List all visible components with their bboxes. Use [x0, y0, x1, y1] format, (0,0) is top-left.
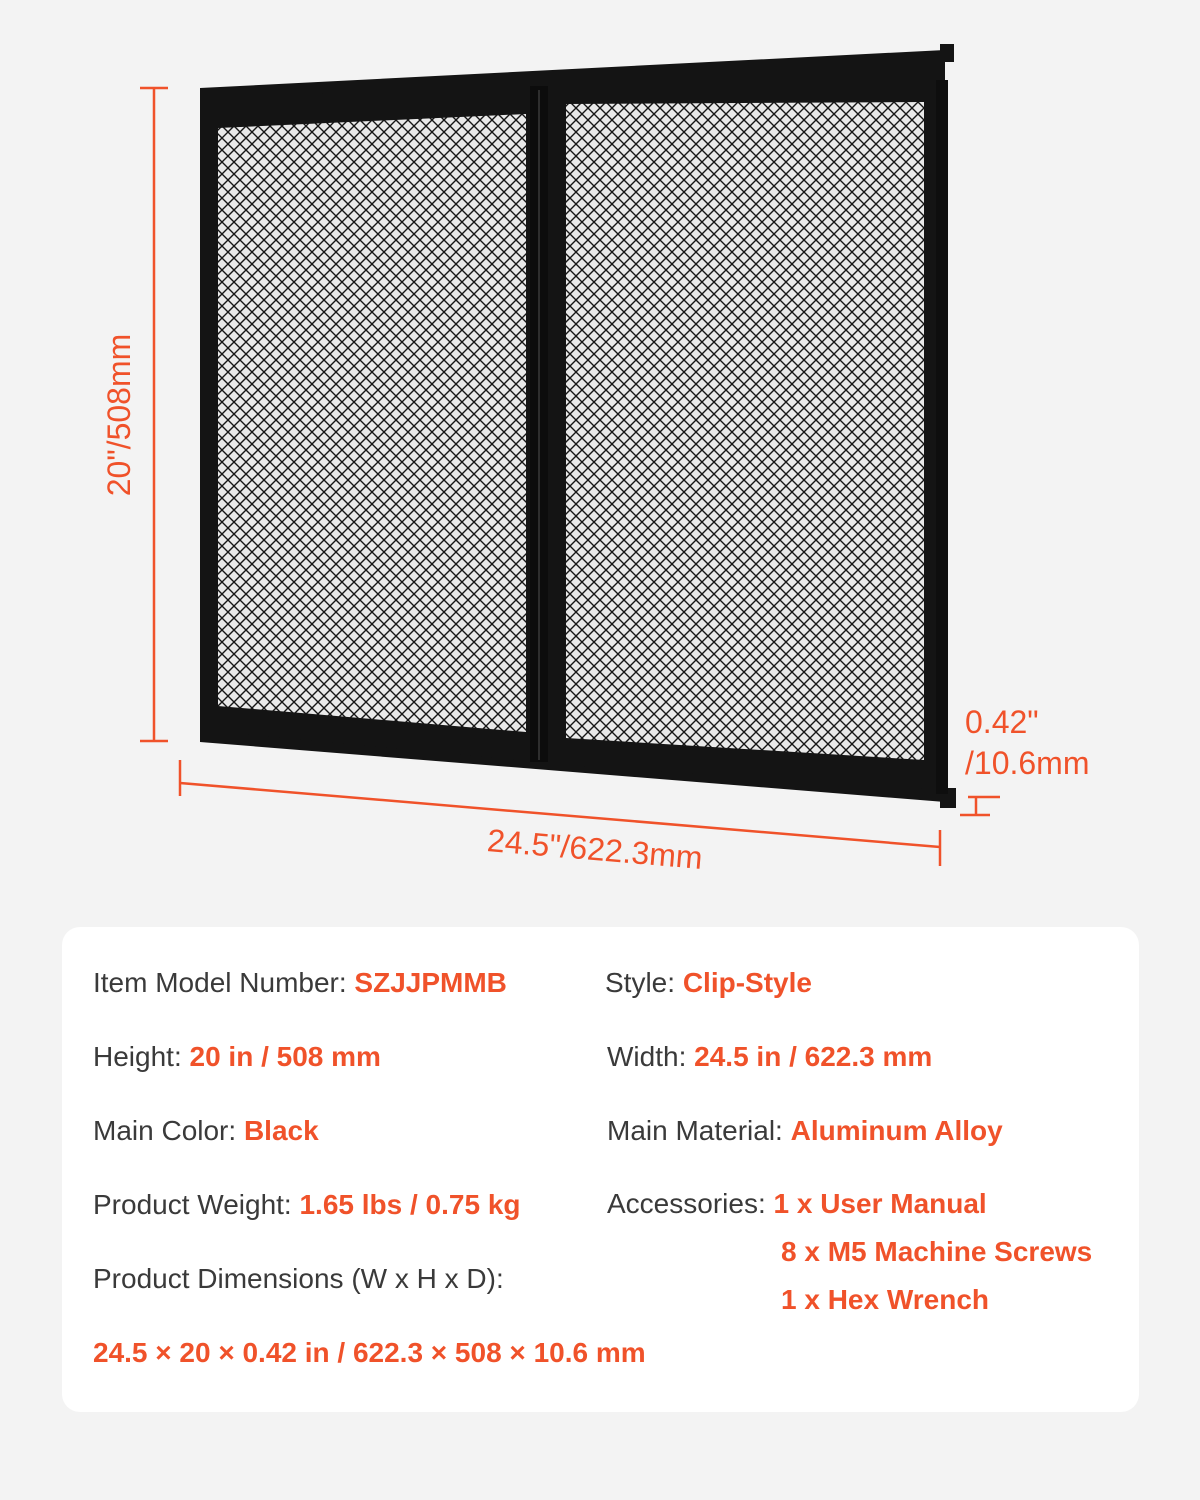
left-mesh — [218, 114, 526, 732]
height-dimension-line — [140, 88, 168, 741]
specification-card — [62, 927, 1139, 1412]
spec-main-color — [93, 1114, 319, 1148]
spec-product-weight — [93, 1188, 521, 1222]
spec-product-weight-label: Product Weight: — [93, 1189, 300, 1220]
spec-model-number-value: SZJJPMMB — [354, 967, 507, 998]
screen-panel — [200, 44, 956, 808]
spec-accessories-label: Accessories: — [607, 1188, 774, 1219]
spec-accessory-item: 1 x Hex Wrench — [781, 1284, 990, 1315]
depth-dimension-line — [960, 797, 1000, 815]
depth-dimension-label-line1: 0.42" — [965, 704, 1039, 740]
spec-style-label: Style: — [605, 967, 683, 998]
spec-style — [605, 966, 812, 1000]
spec-main-material-label: Main Material: — [607, 1115, 791, 1146]
spec-model-number-label: Item Model Number: — [93, 967, 355, 998]
spec-main-color-value: Black — [243, 1115, 319, 1146]
spec-product-weight-value: 1.65 lbs / 0.75 kg — [299, 1189, 521, 1220]
spec-width-value: 24.5 in / 622.3 mm — [694, 1041, 933, 1072]
spec-style-value: Clip-Style — [682, 967, 812, 998]
height-dimension-label: 20"/508mm — [101, 333, 137, 497]
spec-height-label: Height: — [93, 1041, 190, 1072]
spec-product-dimensions-value-text: 24.5 × 20 × 0.42 in / 622.3 × 508 × 10.6 mm — [93, 1337, 646, 1368]
depth-dimension-label-line2: /10.6mm — [965, 745, 1090, 781]
spec-model-number — [93, 966, 507, 1000]
spec-main-material-value: Aluminum Alloy — [790, 1115, 1003, 1146]
spec-product-dimensions-label: Product Dimensions (W x H x D): — [93, 1263, 504, 1294]
spec-accessories — [607, 1187, 987, 1221]
spec-width-label: Width: — [607, 1041, 695, 1072]
spec-main-material — [607, 1114, 1003, 1148]
spec-accessory-item: 8 x M5 Machine Screws — [781, 1236, 1093, 1267]
width-dimension-label: 24.5"/622.3mm — [485, 822, 705, 877]
spec-width — [607, 1040, 932, 1074]
spec-main-color-label: Main Color: — [93, 1115, 244, 1146]
spec-product-dimensions-value — [93, 1336, 646, 1370]
spec-height-value: 20 in / 508 mm — [189, 1041, 381, 1072]
right-mesh — [566, 102, 924, 760]
spec-accessory-item: 1 x User Manual — [773, 1188, 987, 1219]
spec-height — [93, 1040, 381, 1074]
